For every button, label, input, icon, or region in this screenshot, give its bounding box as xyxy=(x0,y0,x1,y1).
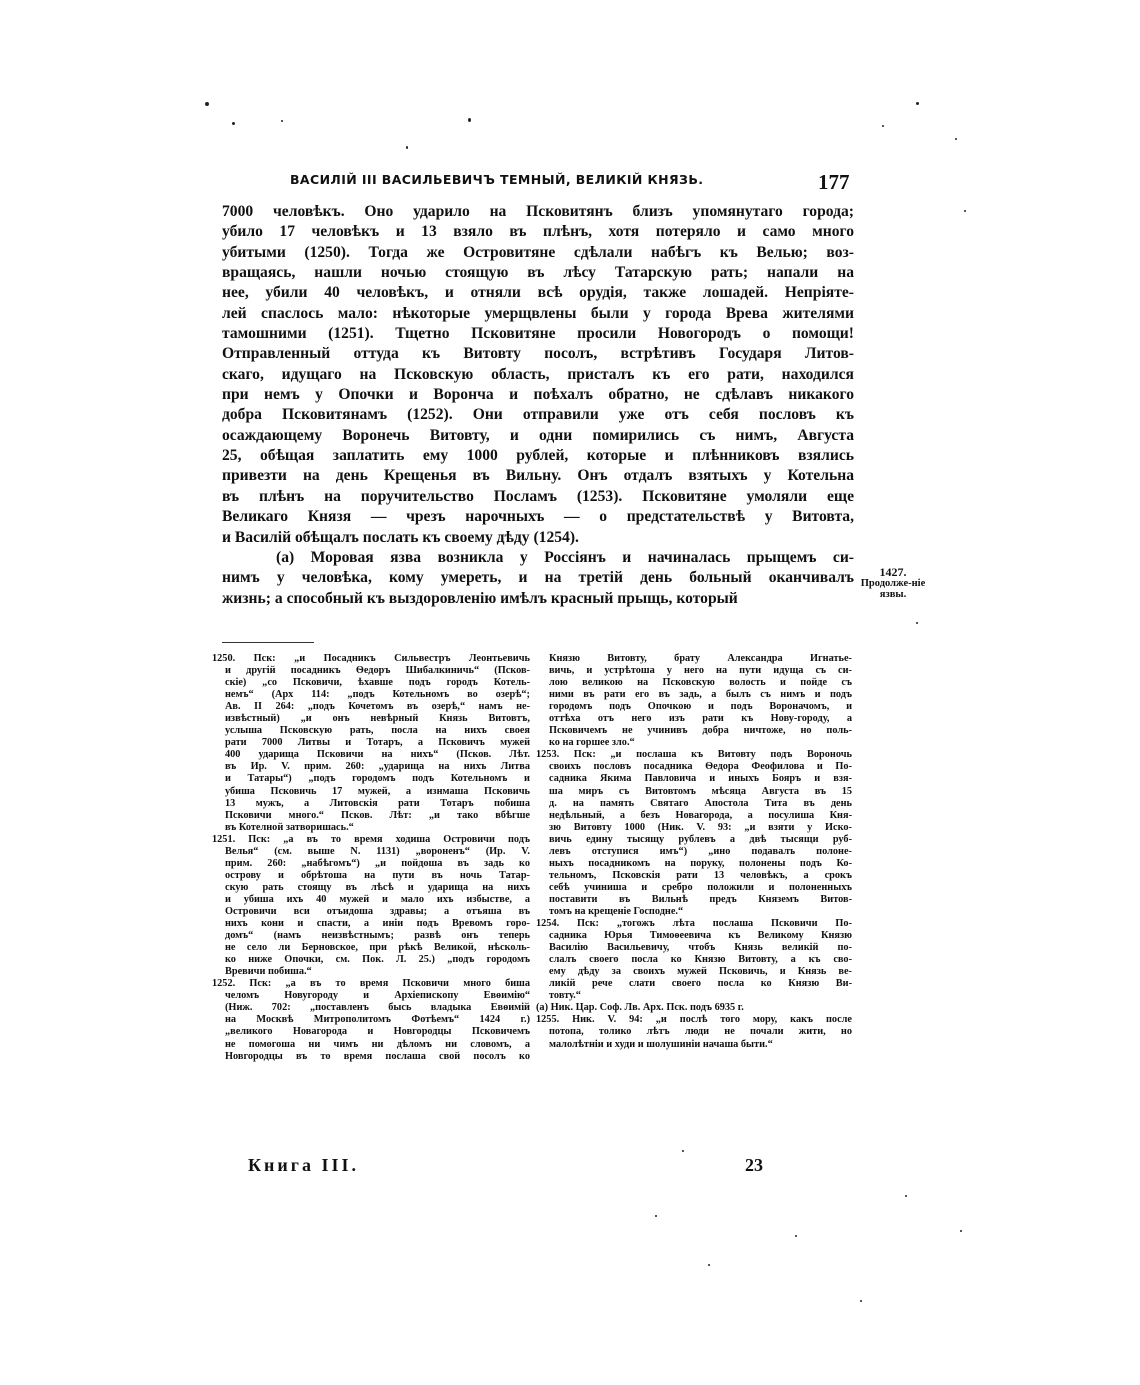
footnote-line: прим. 260: „набѣгомъ“) „и пойдоша въ задь ко xyxy=(225,857,530,869)
text-line: вращаясь, нашли ночью стоящую въ лѣсу Татарскую рать; напали на xyxy=(222,264,854,282)
footnote-line: слалъ своего посла ко Князю Витовту, а къ сво- xyxy=(549,954,852,966)
footnote-line: Ав. II 264: „подъ Кочетомъ въ озерѣ,“ намъ не- xyxy=(225,701,530,713)
scan-speck xyxy=(960,1230,962,1232)
scan-speck xyxy=(795,1235,797,1237)
footnote-line: оттѣха отъ него изъ рати къ Нову-городу, а xyxy=(549,713,852,725)
footnote-line: и другій посадникъ Ѳедоръ Шибалкиничь“ (Псков- xyxy=(225,665,530,677)
footnote-line: лою великою на Псковскую волость и пойде съ xyxy=(549,677,852,689)
text-line: жизнь; а способный къ выздоровленію имѣлъ красный прыщь, который xyxy=(222,589,738,607)
footnote-line: Псковичи много.“ Псков. Лѣт: „и тако вбѣгше xyxy=(225,809,530,821)
text-line: убило 17 человѣкъ и 13 взяло въ плѣнъ, хотя потеряло и само много xyxy=(222,223,854,241)
footnote-line: Островичи вси отъидоша здравы; а отъяша въ xyxy=(225,905,530,917)
footnote-line: (а) Ник. Цар. Соф. Лв. Арх. Пск. подъ 6935 г. xyxy=(536,1002,744,1014)
footnote-line: вичь едину тысящу рублевъ а двѣ тысящи руб- xyxy=(549,833,852,845)
footnote-line: ликій рече слати своего посла ко Князю Ви- xyxy=(549,978,852,990)
text-line: нимъ у человѣка, кому умереть, и на третій день больный оканчивалъ xyxy=(222,569,854,587)
footnote-line: левъ отступися имъ“) „ино подавалъ полоне- xyxy=(549,845,852,857)
footnote-line: городомъ подъ Опочкою и подъ Вороначомъ, и xyxy=(549,701,852,713)
footnote-line: малолѣтніи и худи и шолушиніи начаша быти.“ xyxy=(549,1038,773,1050)
text-line: при немъ у Опочки и Воронча и поѣхалъ обратно, не сдѣлавъ никакого xyxy=(222,386,854,404)
footnote-line: недѣльный, а безъ Новагорода, а посулиша Кня- xyxy=(549,809,852,821)
footnotes-left-column xyxy=(212,653,530,1063)
footnote-rule xyxy=(222,642,314,643)
footnote-line: д. на память Святаго Апостола Тита въ день xyxy=(549,797,852,809)
footnote-line: тельномъ, Псковскія рати 13 человѣкъ, а срокъ xyxy=(549,869,852,881)
footnote-line: ними въ рати его въ задь, а былъ съ нимъ и подъ xyxy=(549,689,852,701)
text-line: привезти на день Крещенья въ Вильну. Онъ отдалъ взятыхъ у Котельна xyxy=(222,467,854,485)
main-paragraph-1 xyxy=(222,202,854,548)
scan-speck xyxy=(916,622,918,624)
footnote-line: 1252. Пск: „а въ то время Псковичи много биша xyxy=(212,978,530,990)
footnotes-right-column xyxy=(536,653,852,1051)
main-paragraph-2 xyxy=(222,548,854,609)
text-line: добра Псковитянамъ (1252). Они отправили уже отъ себя пословъ къ xyxy=(222,406,854,424)
scan-speck xyxy=(205,102,209,106)
footnote-line: острову и обрѣтоша на пути въ ночь Татар- xyxy=(225,869,530,881)
footnote-line: нихъ кони и спасти, а иніи подъ Вревомъ горо- xyxy=(225,918,530,930)
footnote-line: немъ“ (Арх 114: „подъ Котельномъ во озерѣ“; xyxy=(225,689,530,701)
text-line: нее, убили 40 человѣкъ, и отняли всѣ орудія, также лошадей. Непріяте- xyxy=(222,284,854,302)
footnote-line: скіе) „со Псковичи, ѣхавше подъ городъ Котель- xyxy=(225,677,530,689)
footnote-line: на Москвѣ Митрополитомъ Фотѣемъ“ 1424 г.) xyxy=(225,1014,530,1026)
footnote-line: томъ на крещеніе Господне.“ xyxy=(549,905,684,917)
footnote-line: убиша Псковичь 17 мужей, а изнмаша Псковичь xyxy=(225,785,530,797)
footnote-line: услыша Псковскую рать, посла на нихъ своея xyxy=(225,725,530,737)
footnote-line: зю Витовту 1000 (Ник. V. 93: „и взяти у Иско- xyxy=(549,821,852,833)
text-line: Великаго Князя — чрезъ нарочныхъ — о предстательствѣ у Витовта, xyxy=(222,508,854,526)
text-line: 25, обѣщая заплатить ему 1000 рублей, которые и плѣнниковъ взялись xyxy=(222,447,854,465)
footnote-line: скую рать стоящу въ лѣсѣ и ударища на нихъ xyxy=(225,881,530,893)
footnote-line: не помогоша ни чимъ ни дѣломъ ни словомъ, а xyxy=(225,1038,530,1050)
footnote-line: Псковичемъ не учинивъ добра ничтоже, но поль- xyxy=(549,725,852,737)
scan-speck xyxy=(682,1150,684,1152)
footnote-line: 1254. Пск: „тогожъ лѣта послаша Псковичи По- xyxy=(536,918,852,930)
scan-speck xyxy=(281,120,283,122)
footnote-line: потопа, толико лѣтъ люди не почали жити, но xyxy=(549,1026,852,1038)
footnote-line: и убиша ихъ 40 мужей и мало ихъ избыстве, а xyxy=(225,893,530,905)
footnote-line: рати 7000 Литвы и Тотаръ, а Псковичъ мужей xyxy=(225,737,530,749)
footnote-line: и Татары“) „подъ городомъ подъ Котельномъ и xyxy=(225,773,530,785)
footnote-line: 1255. Ник. V. 94: „и послѣ того мору, какъ после xyxy=(536,1014,852,1026)
footnote-line: ему дѣду за своихъ мужей Псковичь, и Князь ве- xyxy=(549,966,852,978)
text-line: 7000 человѣкъ. Оно ударило на Псковитянъ близъ упомянутаго города; xyxy=(222,203,854,220)
footnote-line: своихъ пословъ посадника Ѳедора Феофилова и По- xyxy=(549,761,852,773)
scan-speck xyxy=(655,1215,657,1217)
footnote-line: въ Котелной затворишась.“ xyxy=(225,821,354,833)
footnote-line: Новгородцы въ то время послаша свой посолъ ко xyxy=(225,1050,530,1062)
text-line: и Василій обѣщалъ послать къ своему дѣду (1254). xyxy=(222,528,579,546)
margin-note-text: Продолже-ніе язвы. xyxy=(860,578,926,600)
margin-note xyxy=(858,567,928,600)
footnote-line: домъ“ (намъ неизвѣстнымъ; развѣ онъ теперь xyxy=(225,930,530,942)
footnote-line: товту.“ xyxy=(549,990,581,1002)
footnote-line: извѣстный) „и онъ невѣрный Князь Витовтъ, xyxy=(225,713,530,725)
scan-speck xyxy=(916,102,919,105)
text-line: (а) Моровая язва возникла у Россіянъ и начиналась прыщемъ си- xyxy=(276,548,854,566)
text-line: осаждающему Воронечь Витовту, и одни помирились съ нимъ, Августа xyxy=(222,426,854,444)
footnote-line: въ Ир. V. прим. 260: „ударища на нихъ Литва xyxy=(225,761,530,773)
scan-speck xyxy=(964,210,966,212)
footnote-line: вичь, и устрѣтоша у него на пути идуща съ си- xyxy=(549,665,852,677)
footnote-line: Василію Васильевичу, чтобъ Князь великій по- xyxy=(549,942,852,954)
footnote-line: челомъ Новугороду и Архіепископу Евѳимію“ xyxy=(225,990,530,1002)
footnote-line: себѣ учиниша и сребро положили и полоненныхъ xyxy=(549,881,852,893)
footnote-line: 1250. Пск: „и Посадникъ Сильвестръ Леонтьевичь xyxy=(212,653,530,664)
footnote-line: поставити въ Вильнѣ предъ Княземъ Витов- xyxy=(549,893,852,905)
footnote-line: садника Якима Павловича и иныхъ Бояръ и взя- xyxy=(549,773,852,785)
text-line: въ плѣнъ на поручительство Посламъ (1253). Псковитяне умоляли еще xyxy=(222,487,854,505)
footnote-line: 400 ударища Псковичи на нихъ“ (Псков. Лѣт. xyxy=(225,749,530,761)
footnote-line: Вревичи побиша.“ xyxy=(225,966,312,978)
footnote-line: (Ниж. 702: „поставленъ бысь владыка Евѳимій xyxy=(225,1002,530,1014)
footnote-line: не село ли Берновское, при рѣкѣ Великой, нѣсколь- xyxy=(225,942,530,954)
scan-speck xyxy=(882,125,884,127)
footnote-line: 1251. Пск: „а въ то время ходиша Островичи подъ xyxy=(212,833,530,845)
margin-note-year: 1427. xyxy=(879,565,907,579)
text-line: тамошними (1251). Тщетно Псковитяне просили Новогородъ о помощи! xyxy=(222,325,854,343)
signature-book: Книга III. xyxy=(248,1155,359,1175)
text-line: скаго, идущаго на Псковскую область, присталъ къ его рати, находился xyxy=(222,365,854,383)
scan-speck xyxy=(708,1264,710,1266)
footnote-line: 13 мужъ, а Литовскія рати Тотаръ побиша xyxy=(225,797,530,809)
footnote-line: ныхъ посадникомъ на поруку, полонены подъ Ко- xyxy=(549,857,852,869)
footnote-line: ко на горшее зло.“ xyxy=(549,737,635,749)
running-title: ВАСИЛІЙ III ВАСИЛЬЕВИЧЪ ТЕМНЫЙ, ВЕЛИКІЙ КНЯЗЬ. xyxy=(290,172,704,187)
scan-speck xyxy=(406,146,408,149)
text-line: Отправленный оттуда къ Витовту посолъ, встрѣтивъ Государя Литов- xyxy=(222,345,854,363)
page-number: 177 xyxy=(818,170,850,194)
footnote-line: Велья“ (см. выше N. 1131) „вороненъ“ (Ир. V. xyxy=(225,845,530,857)
footnote-line: 1253. Пск: „и послаша къ Витовту подъ Вороночь xyxy=(536,749,852,761)
main-text xyxy=(222,202,854,609)
footnote-line: „великого Новагорода и Новгородцы Псковичемъ xyxy=(225,1026,530,1038)
scan-speck xyxy=(905,1195,907,1197)
footnote-line: ша миръ съ Витовтомъ мѣсяца Августа въ 15 xyxy=(549,785,852,797)
footnote-line: ко ниже Опочки, см. Пок. Л. 25.) „подъ городомъ xyxy=(225,954,530,966)
scan-speck xyxy=(468,118,471,122)
scan-speck xyxy=(860,1300,862,1302)
signature-sheet: 23 xyxy=(745,1155,763,1175)
text-line: лей спаслось мало: нѣкоторые умерщвлены были у города Врева жителями xyxy=(222,304,854,322)
footnote-line: садника Юрья Тимоѳеевича къ Великому Князю xyxy=(549,930,852,942)
footnote-line: Князю Витовту, брату Александра Игнатье- xyxy=(549,653,852,664)
scan-speck xyxy=(232,122,235,125)
scan-speck xyxy=(955,138,957,140)
text-line: убитыми (1250). Тогда же Островитяне сдѣлали набѣгъ къ Велью; воз- xyxy=(222,243,854,261)
